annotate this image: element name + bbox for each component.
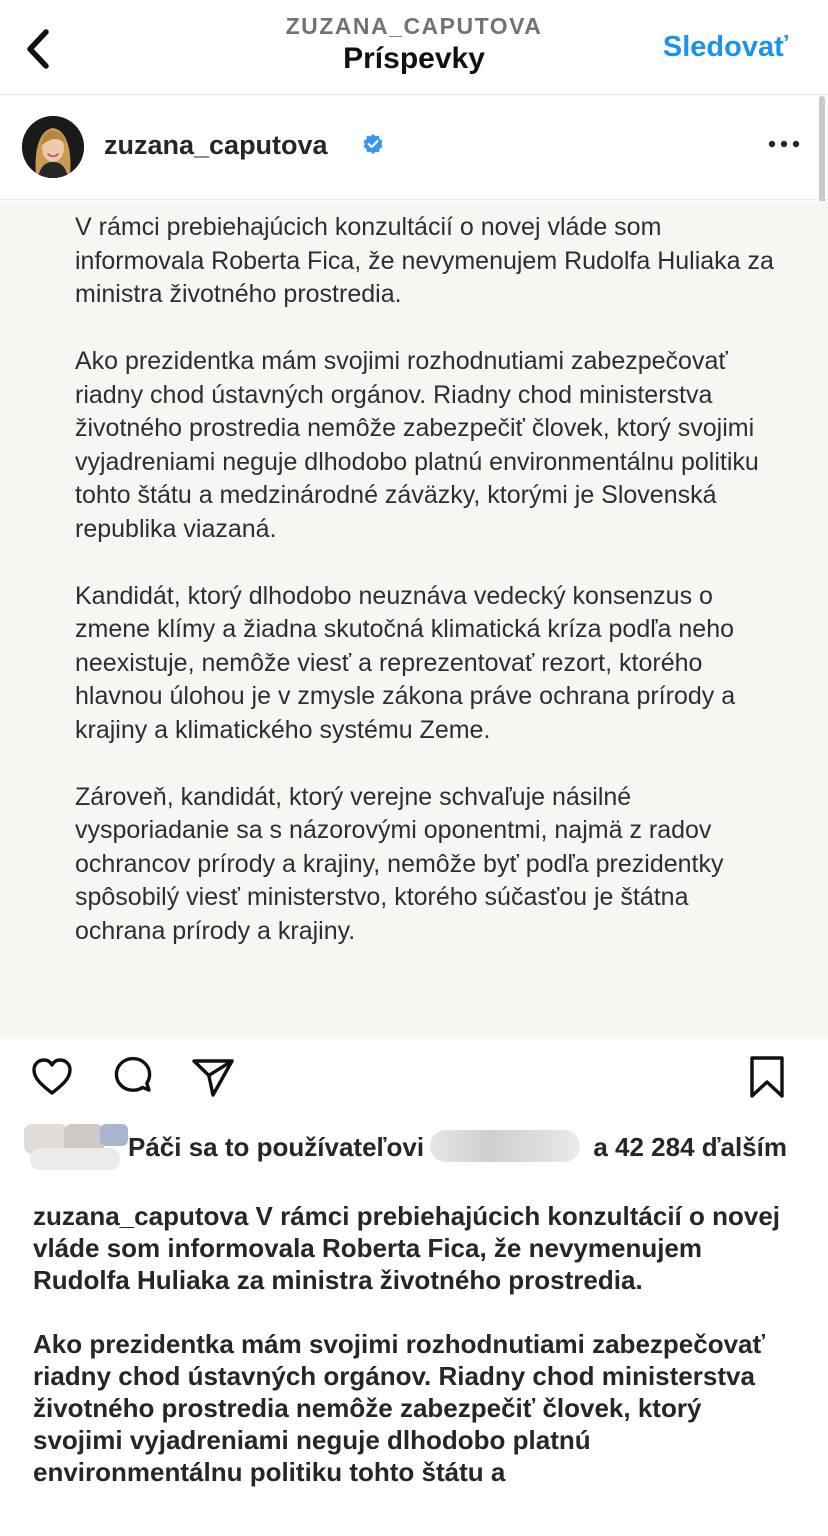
blurred-username[interactable] <box>430 1130 580 1162</box>
likes-count: 42 284 <box>615 1132 695 1162</box>
post-action-bar <box>0 1040 828 1116</box>
post-header <box>0 96 828 200</box>
likes-text[interactable]: Páči sa to používateľovi a 42 284 ďalším <box>128 1132 787 1162</box>
top-nav-bar <box>0 0 828 95</box>
post-image[interactable] <box>0 201 828 1039</box>
image-paragraph: V rámci prebiehajúcich konzultácií o novej vláde som informovala Roberta Fica, že nevymenujem Rudolfa Huliaka za ministra životného prostredia. <box>75 213 774 308</box>
comment-button[interactable] <box>110 1054 156 1100</box>
post-username[interactable]: zuzana_caputova <box>104 130 328 160</box>
comment-icon <box>110 1054 156 1100</box>
image-paragraph: Kandidát, ktorý dlhodobo neuznáva vedecký konsenzus o zmene klímy a žiadna skutočná klimatická kríza podľa neho neexistuje, nemôže viesť a reprezentovať rezort, ktorého hlavnou úlohou je v zmysle zákona práve ochrana prírody a krajiny a klimatického systému Zeme. <box>75 581 736 744</box>
likes-prefix: Páči sa to používateľovi <box>128 1132 425 1162</box>
post-caption <box>33 1200 793 1520</box>
likes-suffix: ďalším <box>701 1132 787 1162</box>
save-button[interactable] <box>744 1054 790 1100</box>
nav-username: ZUZANA_CAPUTOVA <box>285 13 543 39</box>
likes-row <box>0 1124 828 1196</box>
caption-username[interactable]: zuzana_caputova <box>33 1201 249 1231</box>
avatar[interactable] <box>22 116 84 178</box>
post-image-text <box>75 211 775 982</box>
bookmark-icon <box>744 1054 790 1100</box>
like-button[interactable] <box>29 1054 75 1100</box>
caption-paragraph: Ako prezidentka mám svojimi rozhodnutiami zabezpečovať riadny chod ústavných orgánov. Riadny chod ministerstva životného prostredia nemôže zabezpečiť človek, ktorý svojimi vyjadreniami neguje dlhodobo platnú environmentálnu politiku tohto štátu a <box>33 1329 765 1487</box>
ellipsis-icon <box>766 128 802 160</box>
blurred-avatars-icon <box>24 1124 128 1172</box>
follow-button[interactable]: Sledovať <box>662 31 788 63</box>
profile-photo-icon <box>22 116 84 178</box>
share-button[interactable] <box>190 1054 236 1100</box>
caption-paragraph <box>33 1200 793 1296</box>
page-title: Príspevky <box>343 42 485 75</box>
liker-avatars[interactable] <box>24 1124 128 1172</box>
image-paragraph: Ako prezidentka mám svojimi rozhodnutiami zabezpečovať riadny chod ústavných orgánov. Riadny chod ministerstva životného prostredia nemôže zabezpečiť človek, ktorý svojimi vyjadreniami neguje dlhodobo platnú environmentálnu politiku tohto štátu a medzinárodné záväzky, ktorými je Slovenská republika viazaná. <box>75 347 759 543</box>
image-paragraph: Zároveň, kandidát, ktorý verejne schvaľuje násilné vysporiadanie sa s názorovými oponentmi, najmä z radov ochrancov prírody a krajiny, nemôže byť podľa prezidentky spôsobilý viesť ministerstvo, ktorého súčasťou je štátna ochrana prírody a krajiny. <box>75 782 724 945</box>
caption-text: V rámci prebiehajúcich konzultácií o novej vláde som informovala Roberta Fica, že nevymenujem Rudolfa Huliaka za ministra životného prostredia. <box>33 1201 781 1295</box>
verified-badge-icon <box>362 133 384 155</box>
paper-plane-icon <box>190 1054 236 1100</box>
more-options-button[interactable] <box>766 128 802 160</box>
heart-icon <box>29 1054 75 1100</box>
